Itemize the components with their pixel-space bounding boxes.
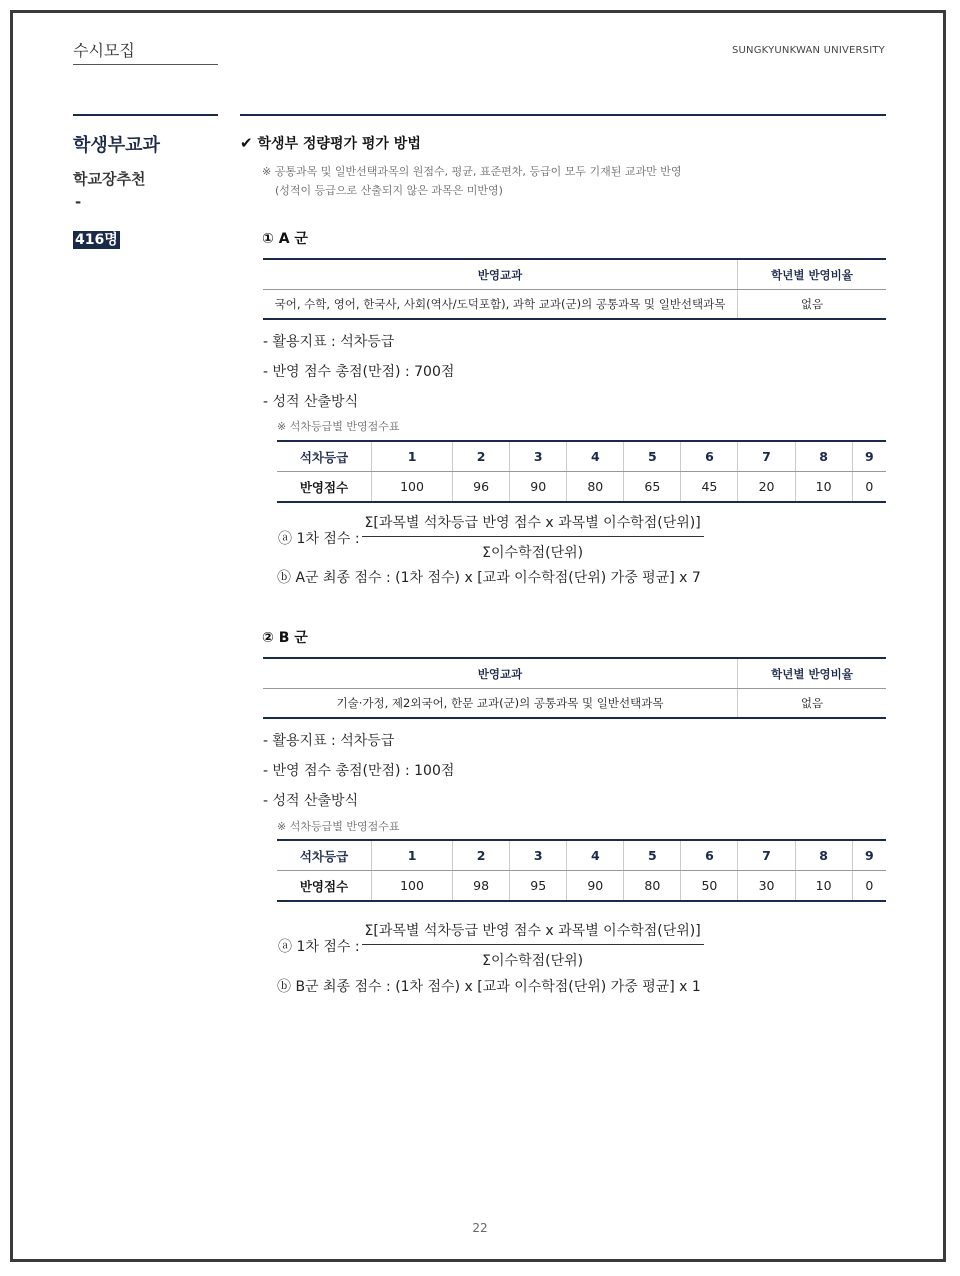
grade-cell: 6	[681, 441, 738, 472]
checkmark-icon: ✔	[240, 134, 253, 152]
grade-cell: 6	[681, 840, 738, 871]
group-a-formula-a	[277, 512, 704, 563]
group-a-items	[263, 327, 454, 417]
grade-label: 석차등급	[277, 840, 372, 871]
score-cell: 98	[453, 871, 510, 902]
formula-a-label: ⓐ 1차 점수 :	[278, 530, 360, 547]
header-university: SUNGKYUNKWAN UNIVERSITY	[731, 45, 885, 56]
header-section-title: 수시모집	[73, 41, 135, 60]
score-cell: 100	[372, 871, 453, 902]
grade-cell: 8	[795, 441, 852, 472]
score-cell: 90	[510, 472, 567, 503]
page-number: 22	[472, 1221, 488, 1235]
score-cell: 20	[738, 472, 795, 503]
header-divider	[73, 64, 218, 65]
subject-header: 반영교과	[263, 658, 738, 689]
subject-cell: 국어, 수학, 영어, 한국사, 사회(역사/도덕포함), 과학 교과(군)의 공통과목 및 일반선택과목	[263, 290, 738, 320]
score-cell: 0	[852, 472, 886, 503]
score-cell: 10	[795, 871, 852, 902]
formula-a-denominator: Σ이수학점(단위)	[482, 953, 584, 969]
group-a-subnote: ※ 석차등급별 반영점수표	[277, 420, 400, 433]
score-cell: 50	[681, 871, 738, 902]
group-b-title: ② B 군	[262, 630, 308, 646]
grade-cell: 4	[567, 441, 624, 472]
subject-cell: 기술·가정, 제2외국어, 한문 교과(군)의 공통과목 및 일반선택과목	[263, 689, 738, 719]
list-item: - 활용지표 : 석차등급	[263, 334, 395, 350]
grade-cell: 9	[852, 840, 886, 871]
grade-cell: 5	[624, 840, 681, 871]
section-title	[240, 133, 421, 153]
score-cell: 96	[453, 472, 510, 503]
score-cell: 80	[567, 472, 624, 503]
grade-cell: 8	[795, 840, 852, 871]
sidebar-divider	[73, 114, 218, 116]
group-b-items	[263, 726, 454, 816]
group-a-title: ① A 군	[262, 231, 308, 247]
list-item: - 성적 산출방식	[263, 394, 359, 410]
grade-cell: 4	[567, 840, 624, 871]
score-cell: 65	[624, 472, 681, 503]
group-b-subject-table	[263, 657, 886, 719]
main-divider	[240, 114, 886, 116]
sidebar-category: 학생부교과	[73, 135, 160, 156]
score-label: 반영점수	[277, 472, 372, 503]
group-b-formula-a	[277, 920, 704, 971]
formula-a-numerator: Σ[과목별 석차등급 반영 점수 x 과목별 이수학점(단위)]	[362, 920, 704, 945]
grade-cell: 2	[453, 441, 510, 472]
formula-a-label: ⓐ 1차 점수 :	[278, 938, 360, 955]
note-line-1: ※ 공통과목 및 일반선택과목의 원점수, 평균, 표준편차, 등급이 모두 기재된 교과만 반영	[262, 165, 682, 178]
grade-cell: 3	[510, 441, 567, 472]
score-cell: 100	[372, 472, 453, 503]
note-line-2: (성적이 등급으로 산출되지 않은 과목은 미반영)	[275, 184, 503, 197]
section-note	[262, 162, 681, 200]
grade-cell: 9	[852, 441, 886, 472]
list-item: - 활용지표 : 석차등급	[263, 733, 395, 749]
score-label: 반영점수	[277, 871, 372, 902]
formula-a-denominator: Σ이수학점(단위)	[482, 545, 584, 561]
score-cell: 95	[510, 871, 567, 902]
ratio-header: 학년별 반영비율	[738, 658, 887, 689]
grade-cell: 7	[738, 441, 795, 472]
group-b-grade-table	[277, 839, 886, 902]
ratio-cell: 없음	[738, 689, 887, 719]
list-item: - 성적 산출방식	[263, 793, 359, 809]
score-cell: 90	[567, 871, 624, 902]
list-item: - 반영 점수 총점(만점) : 100점	[263, 763, 455, 779]
score-cell: 30	[738, 871, 795, 902]
group-b-formula-b: ⓑ B군 최종 점수 : (1차 점수) x [교과 이수학점(단위) 가중 평균] x 1	[277, 979, 701, 995]
group-a-formula-b: ⓑ A군 최종 점수 : (1차 점수) x [교과 이수학점(단위) 가중 평균] x 7	[277, 570, 701, 586]
grade-label: 석차등급	[277, 441, 372, 472]
sidebar-dash: -	[75, 193, 82, 211]
grade-cell: 3	[510, 840, 567, 871]
subject-header: 반영교과	[263, 259, 738, 290]
list-item: - 반영 점수 총점(만점) : 700점	[263, 364, 455, 380]
score-cell: 80	[624, 871, 681, 902]
score-cell: 45	[681, 472, 738, 503]
grade-cell: 2	[453, 840, 510, 871]
grade-cell: 1	[372, 441, 453, 472]
sidebar-count-badge: 416명	[75, 232, 118, 248]
ratio-header: 학년별 반영비율	[738, 259, 887, 290]
grade-cell: 7	[738, 840, 795, 871]
grade-cell: 5	[624, 441, 681, 472]
group-a-grade-table	[277, 440, 886, 503]
section-title-text: 학생부 정량평가 평가 방법	[257, 136, 421, 152]
score-cell: 0	[852, 871, 886, 902]
formula-a-numerator: Σ[과목별 석차등급 반영 점수 x 과목별 이수학점(단위)]	[362, 512, 704, 537]
group-b-subnote: ※ 석차등급별 반영점수표	[277, 820, 400, 833]
ratio-cell: 없음	[738, 290, 887, 320]
score-cell: 10	[795, 472, 852, 503]
grade-cell: 1	[372, 840, 453, 871]
sidebar-subcategory: 학교장추천	[73, 170, 146, 188]
group-a-subject-table	[263, 258, 886, 320]
